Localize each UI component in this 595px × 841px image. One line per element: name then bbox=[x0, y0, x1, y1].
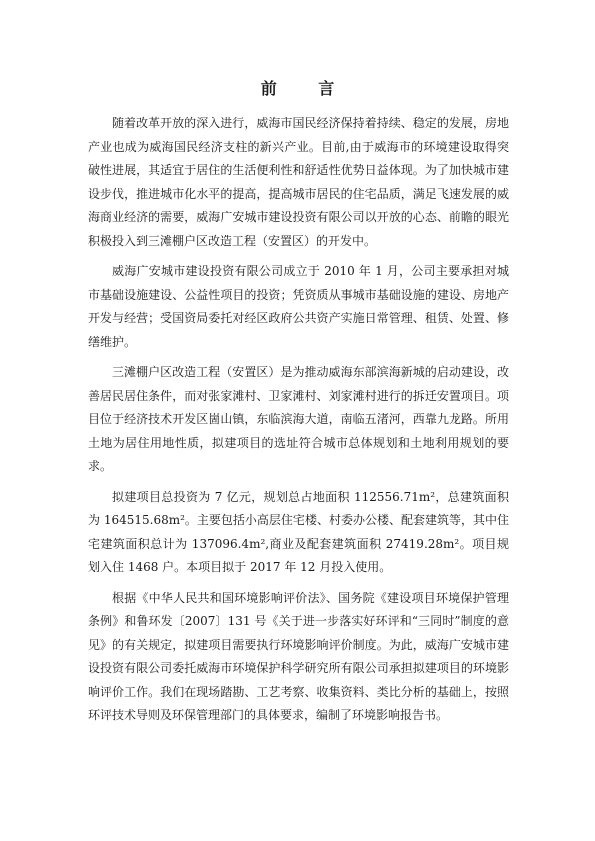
paragraph-project-location: 三滩棚户区改造工程（安置区）是为推动威海东部滨海新城的启动建设，改善居民居住条件，而对张家滩村、卫家滩村、刘家滩村进行的拆迁安置项目。项目位于经济技术开发区崮山镇，东临滨海大道，南临五渚河，西靠九龙路。所用土地为居住用地性质，拟建项目的选址符合城市总体规划和土地利用规划的要求。 bbox=[88, 365, 509, 473]
paragraph-regulations: 根据《中华人民共和国环境影响评价法》、国务院《建设项目环境保护管理条例》和鲁环发〔2007〕131 号《关于进一步落实好环评和“三同时”制度的意见》的有关规定，拟建项目需要执行环境影响评价制度。为此，威海广安城市建设投资有限公司委托威海市环境保护科学研究所有限公司承担拟建项目的环境影响评价工作。我们在现场踏勘、工艺考察、收集资料、类比分析的基础上，按照环评技术导则及环保管理部门的具体要求，编制了环境影响报告书。 bbox=[88, 590, 509, 722]
paragraph-company: 威海广安城市建设投资有限公司成立于 2010 年 1 月，公司主要承担对城市基础设施建设、公益性项目的投资；凭资质从事城市基础设施的建设、房地产开发与经营；受国资局委托对经区政府公共资产实施日常管理、租赁、处置、修缮维护。 bbox=[88, 264, 509, 349]
page-title: 前 言 bbox=[260, 79, 353, 98]
paragraph-investment: 拟建项目总投资为 7 亿元，规划总占地面积 112556.71m²，总建筑面积为 164515.68m²。主要包括小高层住宅楼、村委办公楼、配套建筑等，其中住宅建筑面积总计为 137096.4m²,商业及配套建筑面积 27419.28m²。项目规划入住 1468 户。本项目拟于 2017 年 12 月投入使用。 bbox=[88, 489, 509, 574]
document-body bbox=[88, 112, 509, 735]
paragraph-intro: 随着改革开放的深入进行，威海市国民经济保持着持续、稳定的发展，房地产业也成为威海国民经济支柱的新兴产业。目前,由于威海市的环境建设取得突破性进展，其适宜于居住的生活便利性和舒适性优势日益体现。为了加快城市建设步伐，推进城市化水平的提高，提高城市居民的住宅品质，满足飞速发展的威海商业经济的需要，威海广安城市建设投资有限公司以开放的心态、前瞻的眼光积极投入到三滩棚户区改造工程（安置区）的开发中。 bbox=[88, 116, 509, 248]
